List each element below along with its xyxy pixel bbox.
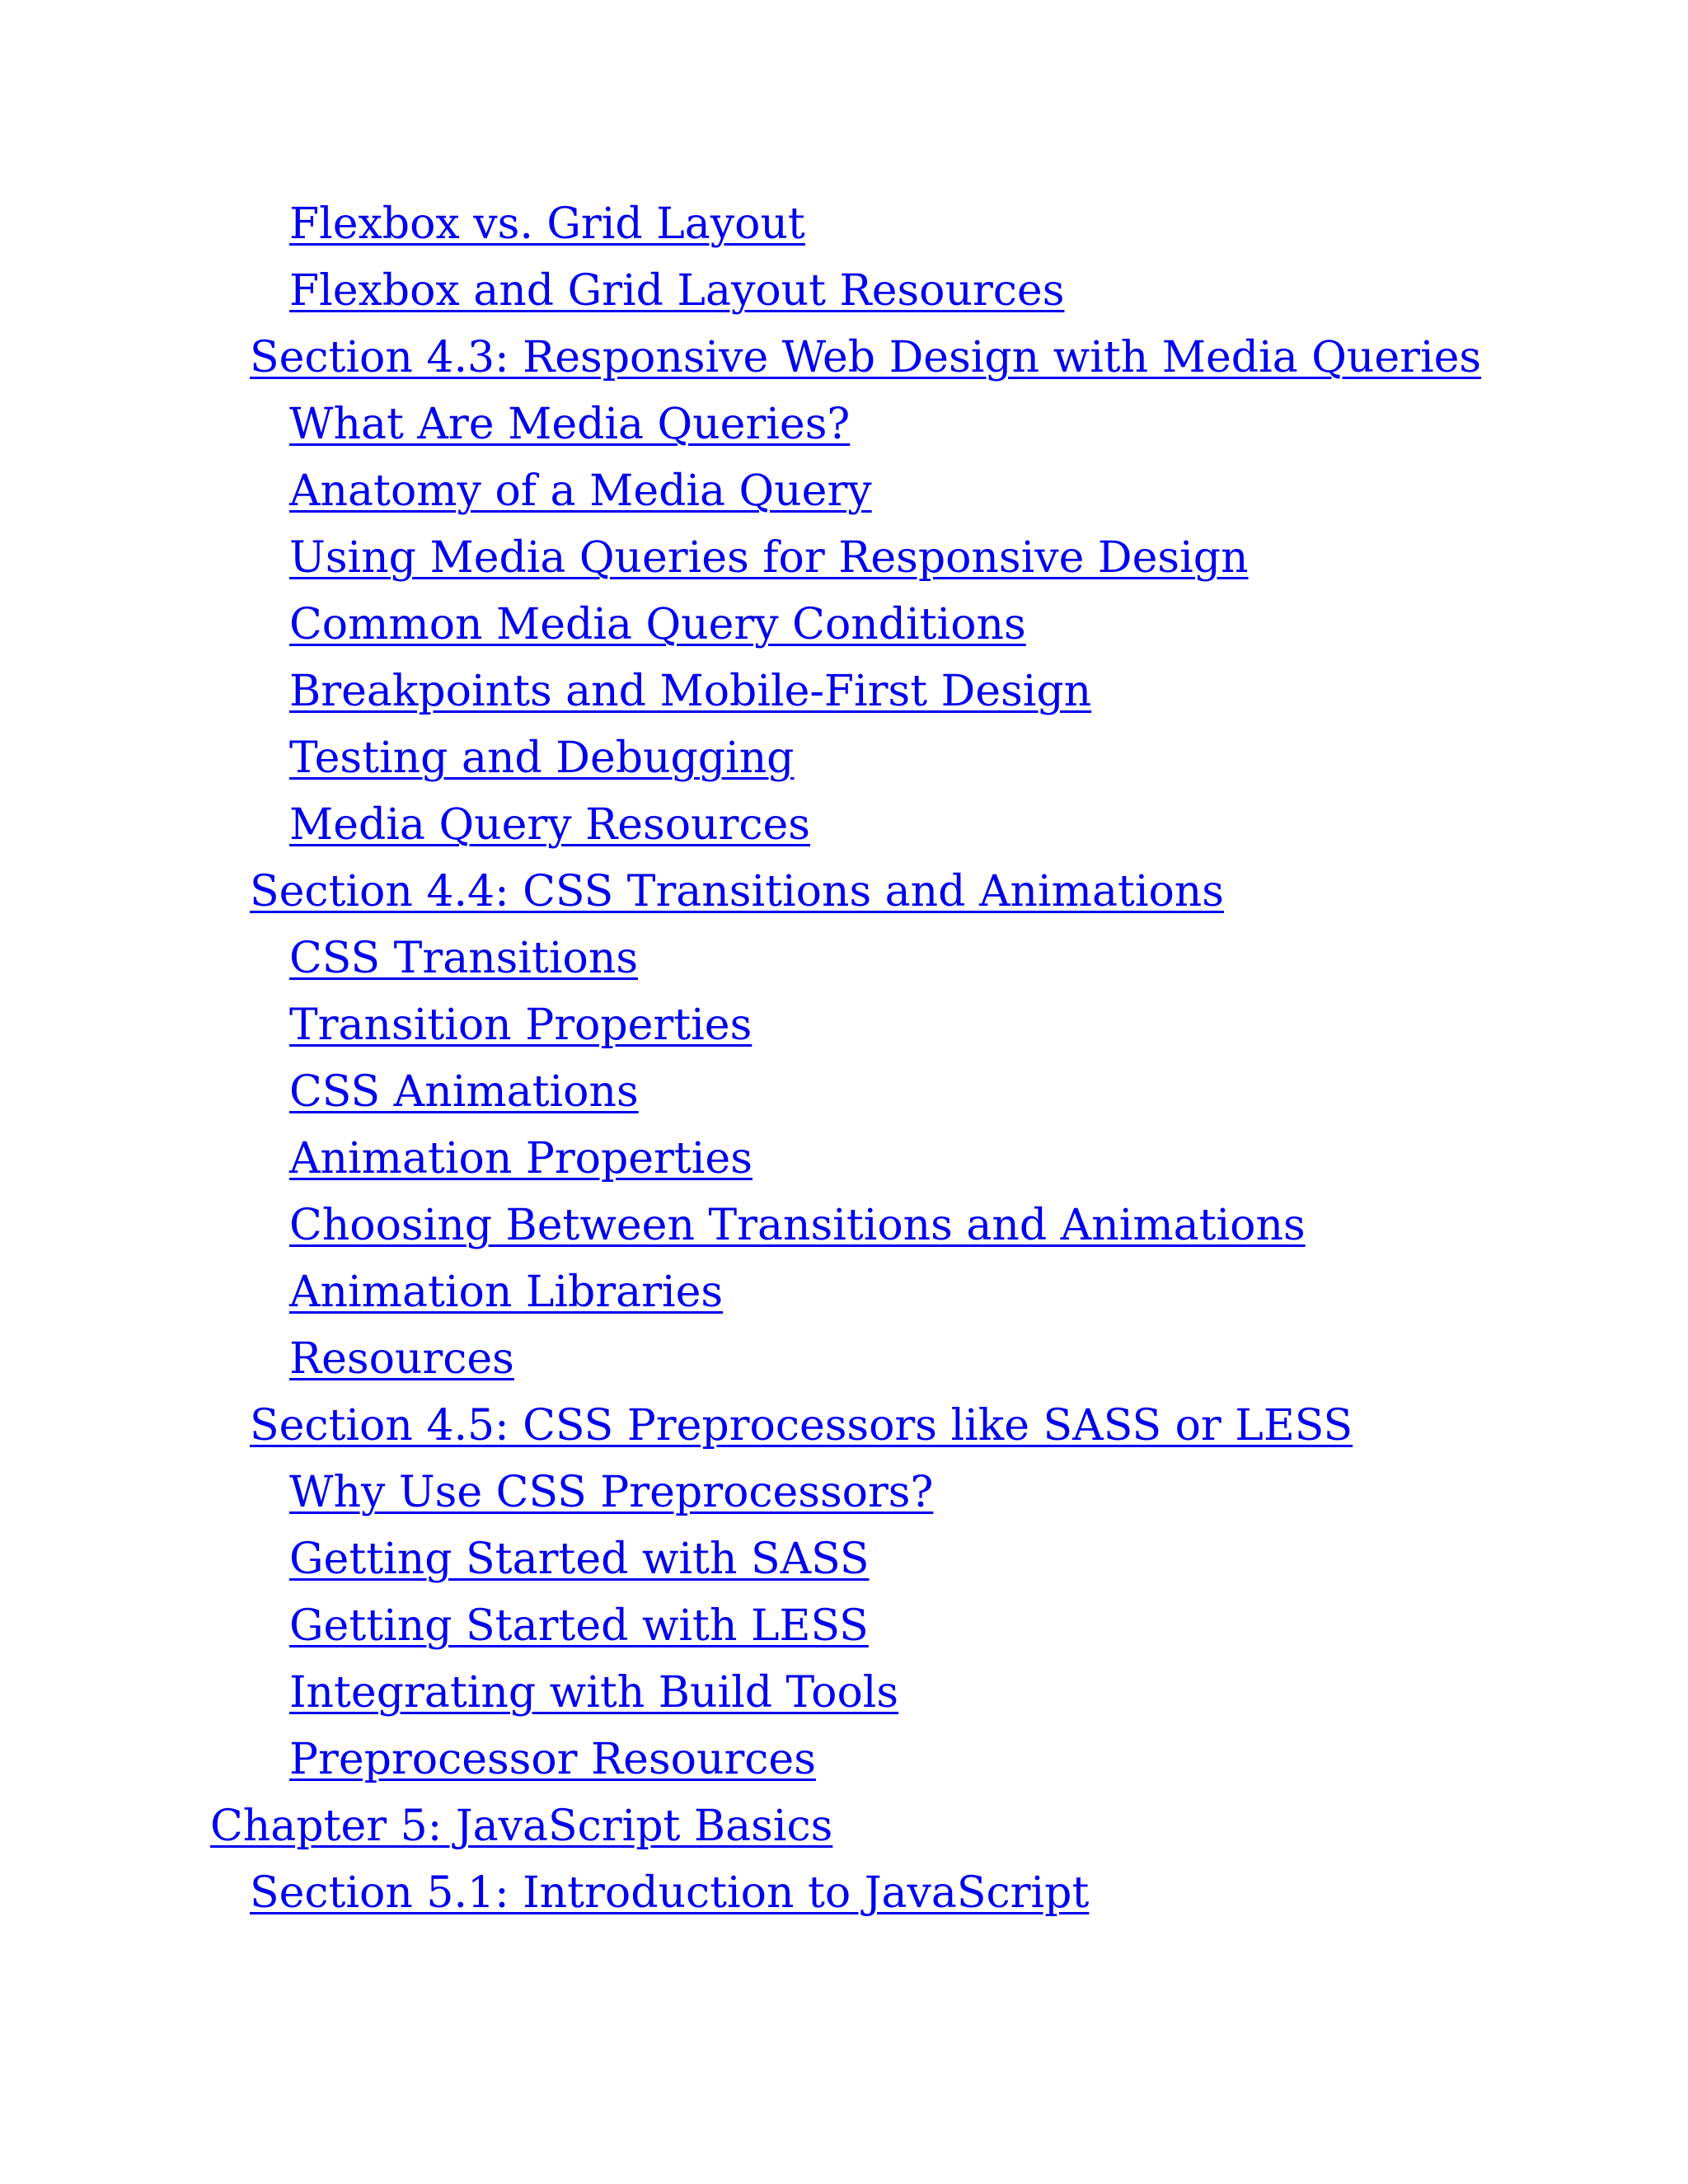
toc-link[interactable]: What Are Media Queries? bbox=[289, 400, 851, 449]
table-of-contents bbox=[0, 191, 1688, 1927]
toc-item bbox=[0, 1793, 1688, 1860]
toc-link[interactable]: CSS Transitions bbox=[289, 934, 639, 983]
toc-item bbox=[0, 725, 1688, 792]
toc-link[interactable]: Common Media Query Conditions bbox=[289, 600, 1026, 649]
toc-link[interactable]: Choosing Between Transitions and Animations bbox=[289, 1201, 1306, 1250]
toc-link[interactable]: Animation Libraries bbox=[289, 1268, 724, 1317]
toc-link[interactable]: Media Query Resources bbox=[289, 800, 810, 850]
toc-item bbox=[0, 1326, 1688, 1393]
toc-link[interactable]: Resources bbox=[289, 1334, 514, 1384]
toc-item bbox=[0, 1593, 1688, 1660]
toc-item bbox=[0, 1193, 1688, 1259]
toc-item bbox=[0, 1460, 1688, 1526]
toc-item bbox=[0, 1860, 1688, 1927]
toc-link[interactable]: Testing and Debugging bbox=[289, 733, 795, 783]
toc-item bbox=[0, 792, 1688, 859]
toc-item bbox=[0, 1259, 1688, 1326]
toc-link[interactable]: Section 4.3: Responsive Web Design with Media Queries bbox=[250, 333, 1482, 382]
toc-link[interactable]: Section 4.5: CSS Preprocessors like SASS or LESS bbox=[250, 1401, 1353, 1451]
toc-item bbox=[0, 391, 1688, 458]
toc-link[interactable]: Flexbox vs. Grid Layout bbox=[289, 199, 805, 249]
toc-link[interactable]: Getting Started with SASS bbox=[289, 1535, 870, 1584]
toc-link[interactable]: Using Media Queries for Responsive Design bbox=[289, 533, 1249, 583]
toc-link[interactable]: Integrating with Build Tools bbox=[289, 1668, 899, 1718]
toc-link[interactable]: Transition Properties bbox=[289, 1001, 753, 1050]
toc-link[interactable]: Chapter 5: JavaScript Basics bbox=[210, 1802, 833, 1851]
toc-item bbox=[0, 191, 1688, 258]
toc-link[interactable]: Animation Properties bbox=[289, 1134, 753, 1183]
toc-link[interactable]: Anatomy of a Media Query bbox=[289, 466, 872, 516]
toc-item bbox=[0, 1660, 1688, 1727]
toc-link[interactable]: CSS Animations bbox=[289, 1067, 639, 1117]
toc-item bbox=[0, 458, 1688, 525]
toc-link[interactable]: Section 5.1: Introduction to JavaScript bbox=[250, 1868, 1090, 1918]
toc-item bbox=[0, 1126, 1688, 1193]
toc-link[interactable]: Preprocessor Resources bbox=[289, 1735, 816, 1784]
toc-item bbox=[0, 926, 1688, 992]
toc-item bbox=[0, 859, 1688, 926]
toc-item bbox=[0, 325, 1688, 391]
toc-item bbox=[0, 1727, 1688, 1793]
toc-link[interactable]: Getting Started with LESS bbox=[289, 1601, 869, 1651]
toc-item bbox=[0, 592, 1688, 658]
toc-item bbox=[0, 1393, 1688, 1460]
toc-item bbox=[0, 525, 1688, 592]
toc-link[interactable]: Why Use CSS Preprocessors? bbox=[289, 1468, 934, 1517]
toc-item bbox=[0, 658, 1688, 725]
toc-item bbox=[0, 258, 1688, 325]
toc-item bbox=[0, 1526, 1688, 1593]
toc-link[interactable]: Breakpoints and Mobile-First Design bbox=[289, 667, 1092, 716]
toc-item bbox=[0, 1059, 1688, 1126]
toc-link[interactable]: Flexbox and Grid Layout Resources bbox=[289, 266, 1065, 316]
toc-link[interactable]: Section 4.4: CSS Transitions and Animations bbox=[250, 867, 1224, 916]
toc-item bbox=[0, 992, 1688, 1059]
